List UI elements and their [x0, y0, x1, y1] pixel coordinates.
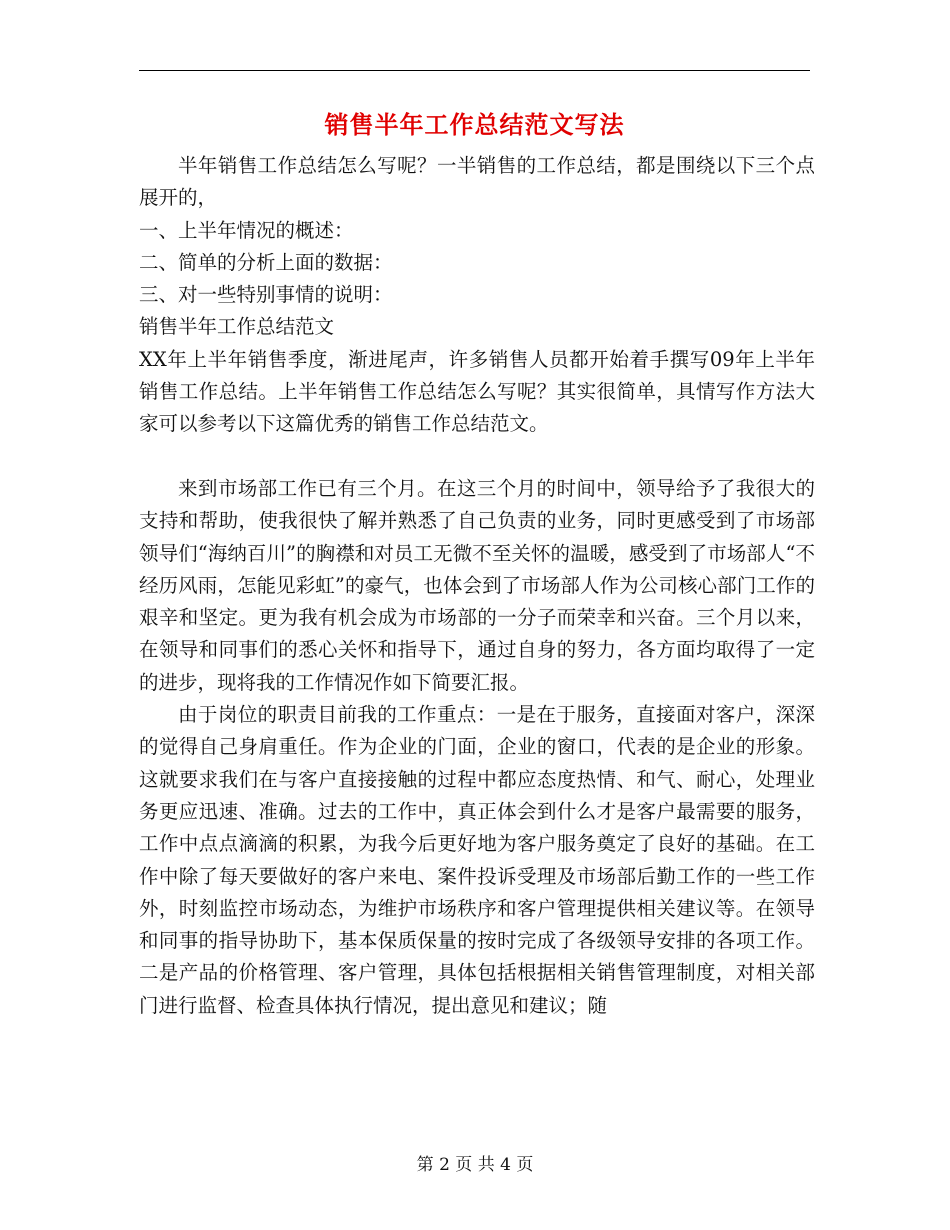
intro-paragraph: 半年销售工作总结怎么写呢？一半销售的工作总结，都是围绕以下三个点展开的， — [139, 154, 815, 210]
context-paragraph: XX年上半年销售季度，渐进尾声，许多销售人员都开始着手撰写09年上半年销售工作总结。上半年销售工作总结怎么写呢？其实很简单，具情写作方法大家可以参考以下这篇优秀的销售工作总结范文。 — [139, 347, 815, 436]
document-title: 销售半年工作总结范文写法 — [324, 110, 625, 139]
outline-item-2: 二、简单的分析上面的数据： — [139, 250, 393, 274]
body-paragraph-2: 由于岗位的职责目前我的工作重点：一是在于服务，直接面对客户，深深的觉得自己身肩重任。作为企业的门面，企业的窗口，代表的是企业的形象。这就要求我们在与客户直接接触的过程中都应态度热情、和气、耐心，处理业务更应迅速、准确。过去的工作中，真正体会到什么才是客户最需要的服务，工作中点点滴滴的积累，为我今后更好地为客户服务奠定了良好的基础。在工作中除了每天要做好的客户来电、案件投诉受理及市场部后勤工作的一些工作外，时刻监控市场动态，为维护市场秩序和客户管理提供相关建议等。在领导和同事的指导协助下，基本保质保量的按时完成了各级领导安排的各项工作。二是产品的价格管理、客户管理，具体包括根据相关销售管理制度，对相关部门进行监督、检查具体执行情况，提出意见和建议；随 — [139, 703, 815, 1017]
outline-item-3: 三、对一些特别事情的说明： — [139, 283, 393, 307]
section-heading: 销售半年工作总结范文 — [139, 315, 335, 339]
body-paragraph-1: 来到市场部工作已有三个月。在这三个月的时间中，领导给予了我很大的支持和帮助，使我很快了解并熟悉了自己负责的业务，同时更感受到了市场部领导们“海纳百川”的胸襟和对员工无微不至关怀的温暖，感受到了市场部人“不经历风雨，怎能见彩虹”的豪气，也体会到了市场部人作为公司核心部门工作的艰辛和坚定。更为我有机会成为市场部的一分子而荣幸和兴奋。三个月以来，在领导和同事们的悉心关怀和指导下，通过自身的努力，各方面均取得了一定的进步，现将我的工作情况作如下简要汇报。 — [139, 476, 815, 694]
outline-item-1: 一、上半年情况的概述： — [139, 218, 354, 242]
document-body — [139, 150, 815, 1022]
page-footer: 第 2 页 共 4 页 — [416, 1155, 534, 1175]
header-rule — [139, 70, 810, 71]
paragraph-spacer — [139, 441, 815, 473]
